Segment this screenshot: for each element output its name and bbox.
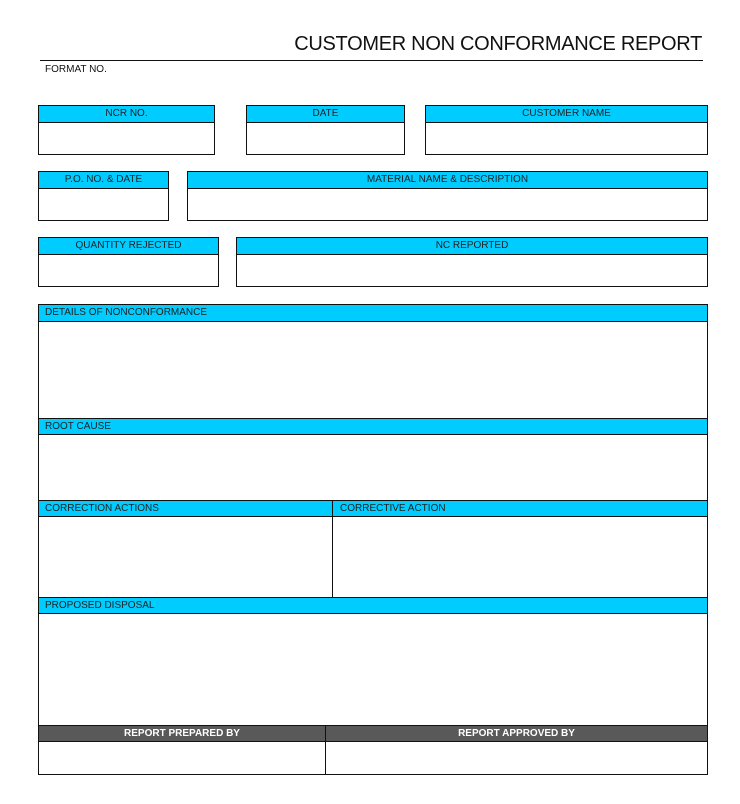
material-label: MATERIAL NAME & DESCRIPTION: [188, 172, 707, 189]
actions-divider: [332, 516, 333, 597]
root-cause-label: ROOT CAUSE: [39, 418, 707, 435]
date-label: DATE: [247, 106, 404, 123]
nc-reported-field[interactable]: [236, 237, 708, 287]
corrective-action-label: CORRECTIVE ACTION: [340, 503, 446, 514]
page-title: CUSTOMER NON CONFORMANCE REPORT: [294, 33, 702, 55]
ncr-no-field[interactable]: [38, 105, 215, 155]
title-divider: [40, 60, 703, 61]
details-section[interactable]: [39, 305, 707, 418]
po-no-date-field[interactable]: [38, 171, 169, 221]
material-field[interactable]: [187, 171, 708, 221]
report-details-table: [38, 304, 708, 775]
root-cause-section[interactable]: [39, 418, 707, 500]
ncr-no-label: NCR NO.: [39, 106, 214, 123]
details-label: DETAILS OF NONCONFORMANCE: [39, 305, 707, 322]
prepared-by-label: REPORT PREPARED BY: [39, 726, 326, 741]
customer-name-label: CUSTOMER NAME: [426, 106, 707, 123]
proposed-disposal-section[interactable]: [39, 597, 707, 725]
signature-header: [39, 725, 707, 742]
actions-section: [39, 500, 707, 597]
po-no-date-label: P.O. NO. & DATE: [39, 172, 168, 189]
date-field[interactable]: [246, 105, 405, 155]
qty-rejected-field[interactable]: [38, 237, 219, 287]
signature-section: [39, 725, 707, 774]
signature-divider: [325, 741, 326, 774]
approved-by-label: REPORT APPROVED BY: [458, 728, 575, 739]
qty-rejected-label: QUANTITY REJECTED: [39, 238, 218, 255]
actions-header: [39, 500, 707, 517]
format-no-label: FORMAT NO.: [45, 64, 107, 75]
proposed-disposal-label: PROPOSED DISPOSAL: [39, 597, 707, 614]
correction-actions-label: CORRECTION ACTIONS: [39, 501, 333, 516]
customer-name-field[interactable]: [425, 105, 708, 155]
nc-reported-label: NC REPORTED: [237, 238, 707, 255]
